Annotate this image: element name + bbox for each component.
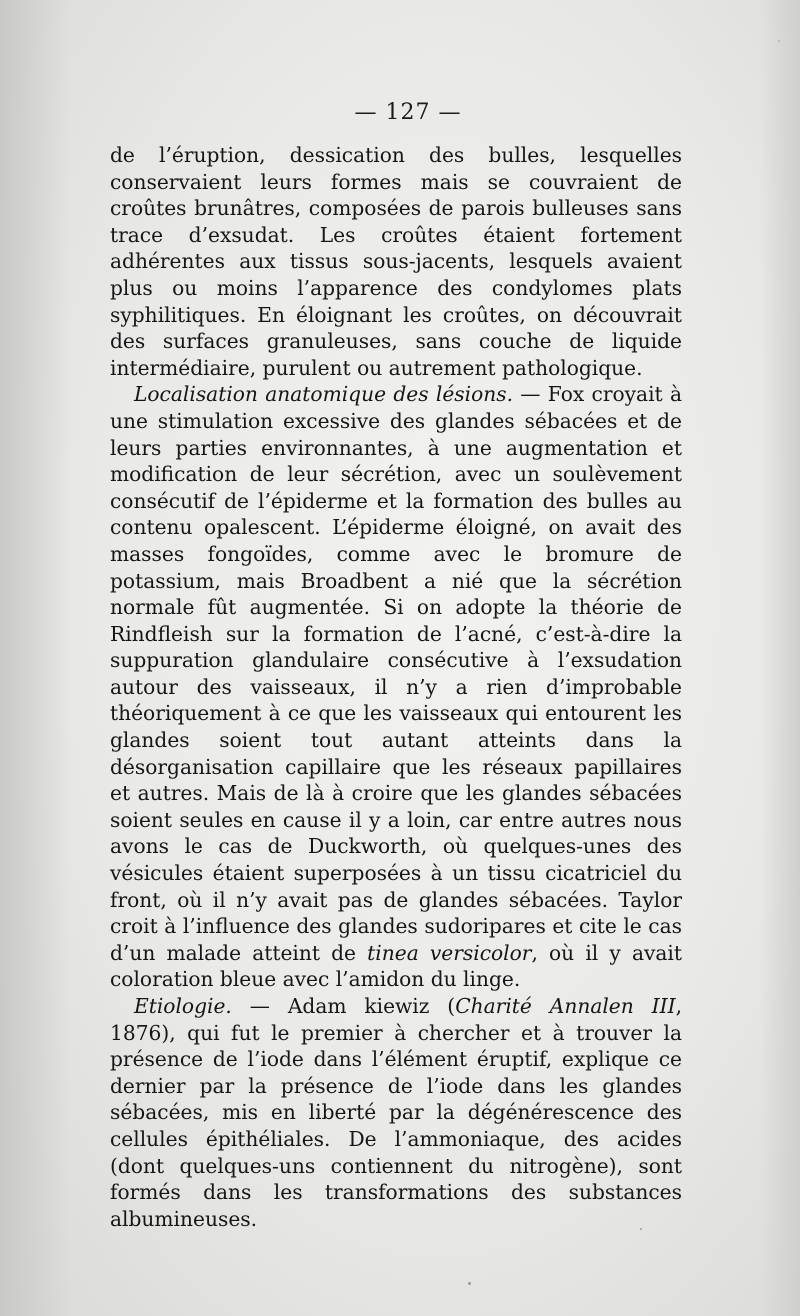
body-text bbox=[110, 142, 682, 1232]
paragraph-etiology bbox=[110, 993, 682, 1232]
paper-speck bbox=[468, 1282, 471, 1285]
paragraph-anatomical-localisation bbox=[110, 381, 682, 993]
paragraph-text: — Fox croyait à une stimulation excessive des glandes sébacées et de leurs parties environnantes, à une augmentation et modification de leur sécrétion, avec un soulèvement consécutif de l’épiderme et la formation des bulles au contenu opalescent. L’épiderme éloigné, on avait des masses fongoïdes, comme avec le bromure de potassium, mais Broadbent a nié que la sécrétion normale fût augmentée. Si on adopte la théorie de Rindfleish sur la formation de l’acné, c’est-à-dire la suppuration glandulaire consécutive à l’exsudation autour des vaisseaux, il n’y a rien d’improbable théoriquement à ce que les vaisseaux qui entourent les glandes soient tout autant atteints dans la désorganisation capillaire que les réseaux papillaires et autres. Mais de là à croire que les glandes sébacées soient seules en cause il y a loin, car entre autres nous avons le cas de Duckworth, où quelques-unes des vésicules étaient superposées à un tissu cicatriciel du front, où il n’y avait pas de glandes sébacées. Taylor croit à l’influence des glandes sudoripares et cite le cas d’un malade atteint de bbox=[110, 382, 682, 965]
italic-term: tinea versicolor bbox=[367, 940, 532, 965]
paragraph-text-mid: , 1876), qui fut le premier à chercher et à trouver la présence de l’iode dans l’élément éruptif, explique ce dernier par la présence de l’iode dans les glandes sébacées, mis en liberté par la dégénérescence des cellules épithéliales. De l’ammoniaque, des acides (dont quelques-uns contiennent du nitrogène), sont formés dans les transformations des substances albumineuses. bbox=[110, 994, 683, 1231]
section-heading-localisation: Localisation anatomique des lésions. bbox=[134, 382, 514, 407]
paragraph-text-end: , où il y avait coloration bleue avec l’amidon du linge. bbox=[110, 940, 683, 992]
paragraph-text: — Adam kiewiz ( bbox=[231, 994, 456, 1018]
italic-reference: Charité Annalen III bbox=[455, 994, 676, 1018]
paper-speck bbox=[778, 40, 780, 42]
paragraph-text: de l’éruption, dessication des bulles, lesquelles conservaient leurs formes mais se couvraient de croûtes brunâtres, composées de parois bulleuses sans trace d’exsudat. Les croûtes étaient fortement adhérentes aux tissus sous-jacents, lesquels avaient plus ou moins l’apparence des condylomes plats syphilitiques. En éloignant les croûtes, on découvrait des surfaces granuleuses, sans couche de liquide intermédiaire, purulent ou autrement pathologique. bbox=[110, 143, 682, 380]
section-heading-etiology: Etiologie. bbox=[134, 994, 232, 1018]
page-number: — 127 — bbox=[354, 100, 462, 125]
paragraph-eruption-description bbox=[110, 142, 682, 381]
